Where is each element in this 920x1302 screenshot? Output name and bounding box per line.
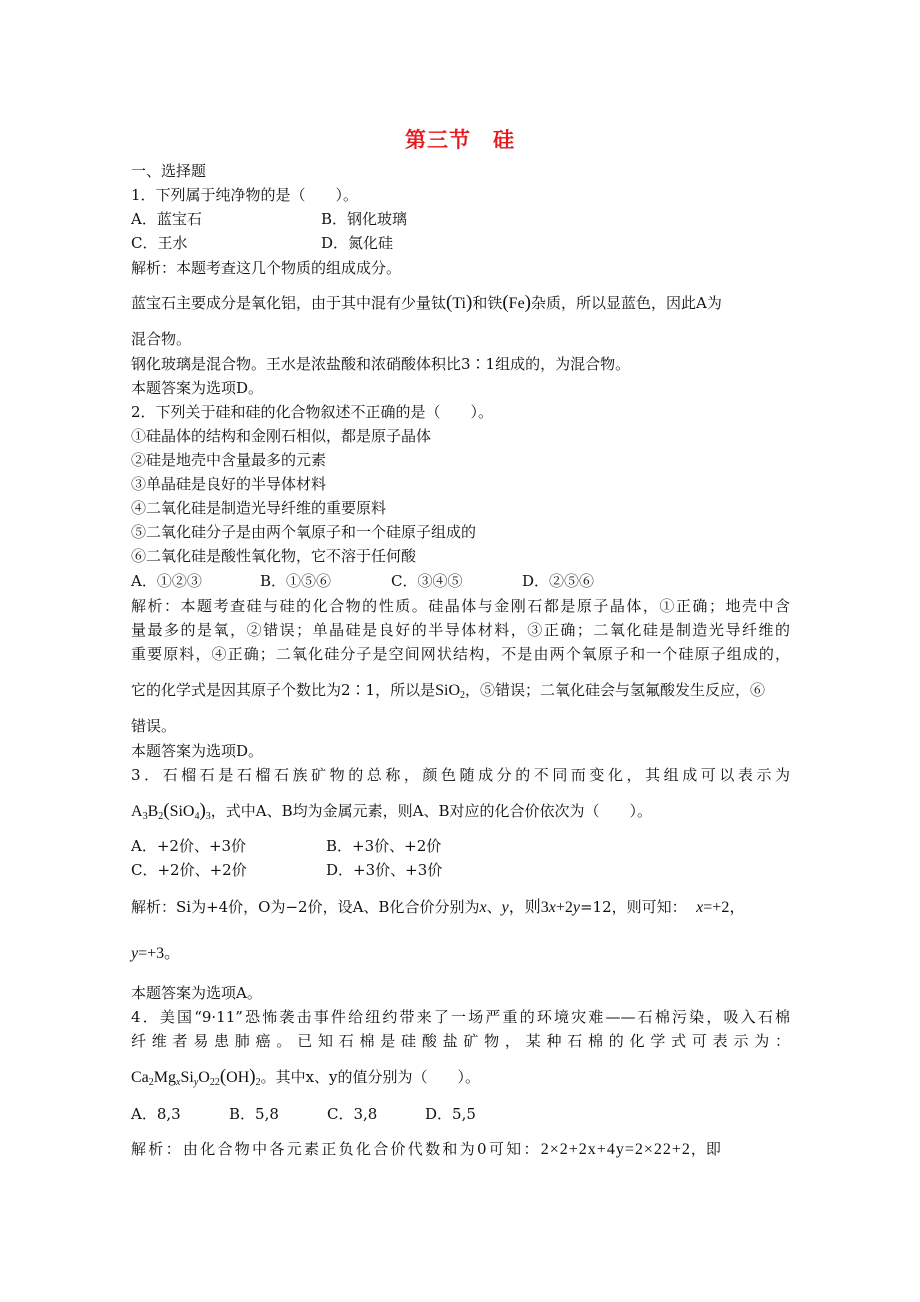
- ti-formula: (Ti): [446, 292, 473, 313]
- q1-answer: 本题答案为选项D。: [131, 379, 264, 397]
- q2-item-6: ⑥二氧化硅是酸性氧化物，它不溶于任何酸: [131, 547, 417, 565]
- q1-analysis-intro: 解析：本题考查这几个物质的组成成分。: [131, 259, 402, 277]
- garnet-formula: $A_3B_2(SiO_4)_3$: [131, 800, 211, 822]
- q2-option-a: A．①②③: [131, 572, 202, 590]
- fe-formula: (Fe): [502, 292, 531, 313]
- q2-item-2: ②硅是地壳中含量最多的元素: [131, 451, 327, 469]
- q4-option-b: B．5,8: [229, 1105, 279, 1123]
- q2-item-3: ③单晶硅是良好的半导体材料: [131, 475, 327, 493]
- q3-option-a: A．+2价、+3价: [131, 837, 247, 855]
- q2-option-b: B．①⑤⑥: [260, 572, 332, 590]
- q3-option-b: B．+3价、+2价: [326, 837, 442, 855]
- q1-analysis-line2: 混合物。: [131, 330, 192, 348]
- q4-stem-line1: 4．美国“9·11”恐怖袭击事件给纽约带来了一场严重的环境灾难——石棉污染，吸入石棉: [131, 1008, 790, 1026]
- q4-analysis-line1: 解析：由化合物中各元素正负化合价代数和为0可知：2×2+2x+4y=2×22+2，即: [131, 1140, 721, 1158]
- q4-option-c: C．3,8: [327, 1105, 378, 1123]
- q1-option-b: B．钢化玻璃: [321, 210, 408, 228]
- q2-item-1: ①硅晶体的结构和金刚石相似，都是原子晶体: [131, 427, 432, 445]
- q3-stem-line2: $A_3B_2(SiO_4)_3$，式中A、B均为金属元素，则A、B对应的化合价依次为（ ）。: [131, 800, 653, 822]
- sio2-formula: SiO$_2$: [435, 682, 465, 701]
- q4-option-d: D．5,5: [425, 1105, 476, 1123]
- q2-option-d: D．②⑤⑥: [522, 572, 595, 590]
- q2-analysis-line5: 错误。: [131, 717, 177, 735]
- q2-analysis-line2: 量最多的是氧，②错误；单晶硅是良好的半导体材料，③正确；二氧化硅是制造光导纤维的: [131, 621, 790, 639]
- q4-option-a: A．8,3: [131, 1105, 181, 1123]
- q3-answer: 本题答案为选项A。: [131, 984, 262, 1002]
- q1-option-d: D．氮化硅: [321, 234, 394, 252]
- asbestos-formula: $Ca_2Mg_xSi_yO_{22}(OH)_2$: [131, 1066, 261, 1088]
- q1-analysis-line3: 钢化玻璃是混合物。王水是浓盐酸和浓硝酸体积比3∶1组成的，为混合物。: [131, 355, 631, 373]
- q4-stem-line3: $Ca_2Mg_xSi_yO_{22}(OH)_2$。其中x、y的值分别为（ ）。: [131, 1066, 481, 1088]
- q3-analysis-line1: 解析：Si为+4价，O为−2价，设A、B化合价分别为x、y，则3x+2y=12，则可知： x=+2，: [131, 898, 746, 916]
- q1-option-a: A．蓝宝石: [131, 210, 202, 228]
- q2-item-4: ④二氧化硅是制造光导纤维的重要原料: [131, 499, 387, 517]
- q2-analysis-line4: 它的化学式是因其原子个数比为2∶1，所以是SiO$_2$，⑤错误；二氧化硅会与氢氟酸发生反应，⑥: [131, 681, 766, 701]
- q1-analysis-text: 蓝宝石主要成分是氧化铝，由于其中混有少量钛: [131, 294, 447, 312]
- q3-option-c: C．+2价、+2价: [131, 861, 247, 879]
- q3-option-d: D．+3价、+3价: [326, 861, 443, 879]
- q2-stem: 2．下列关于硅和硅的化合物叙述不正确的是（ ）。: [131, 403, 494, 421]
- q3-stem-line1: 3．石榴石是石榴石族矿物的总称，颜色随成分的不同而变化，其组成可以表示为: [131, 766, 790, 784]
- q2-item-5: ⑤二氧化硅分子是由两个氧原子和一个硅原子组成的: [131, 523, 477, 541]
- q2-analysis-line3: 重要原料，④正确；二氧化硅分子是空间网状结构，不是由两个氧原子和一个硅原子组成的，: [131, 645, 790, 663]
- q2-analysis-line1: 解析：本题考查硅与硅的化合物的性质。硅晶体与金刚石都是原子晶体，①正确；地壳中含: [131, 597, 790, 615]
- section-heading: 一、选择题: [131, 162, 207, 180]
- page-title: 第三节 硅: [405, 128, 515, 152]
- q1-option-c: C．王水: [131, 234, 188, 252]
- q2-answer: 本题答案为选项D。: [131, 742, 264, 760]
- q3-analysis-line2: y=+3。: [131, 945, 181, 962]
- q2-option-c: C．③④⑤: [391, 572, 463, 590]
- q4-stem-line2: 纤维者易患肺癌。已知石棉是硅酸盐矿物，某种石棉的化学式可表示为：: [131, 1032, 790, 1050]
- q1-stem: 1．下列属于纯净物的是（ ）。: [131, 186, 359, 204]
- q1-analysis-line1: 蓝宝石主要成分是氧化铝，由于其中混有少量钛(Ti)和铁(Fe)杂质，所以显蓝色，因此A为: [131, 292, 722, 313]
